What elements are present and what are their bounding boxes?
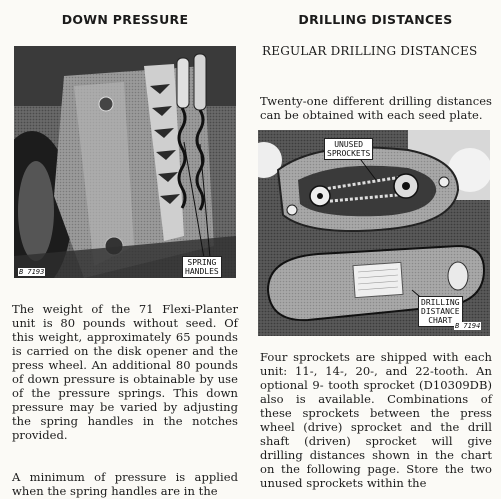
spring-handles-photo — [14, 46, 236, 278]
spring-handles-callout: SPRING HANDLES — [182, 256, 222, 278]
sprockets-photo — [258, 130, 490, 336]
sprockets-paragraph: Four sprockets are shipped with each unit: 11-, 14-, 20-, and 22-tooth. An optional 9- tooth sprocket (D10309DB) also is available. Combinations of these sprockets between the press wheel (drive) sprocket and the drill shaft (driven) sprocket will give drilling distances shown in the chart on the following page. Store the two unused sprockets within the — [260, 350, 492, 490]
figure-number-right: B 7194 — [455, 322, 481, 330]
figure-number-left: B 7193 — [19, 268, 45, 276]
minimum-pressure-paragraph: A minimum of pressure is applied when the spring handles are in the — [12, 470, 238, 498]
spring-handles-photo-art — [14, 46, 236, 278]
drilling-distances-heading: DRILLING DISTANCES — [298, 12, 453, 27]
regular-drilling-distances-subheading: REGULAR DRILLING DISTANCES — [262, 44, 478, 58]
unused-sprockets-callout: UNUSED SPROCKETS — [324, 138, 373, 160]
twenty-one-distances-paragraph: Twenty-one different drilling distances can be obtained with each seed plate. — [260, 94, 492, 122]
down-pressure-heading: DOWN PRESSURE — [61, 12, 189, 27]
drilling-distance-chart-callout: DRILLING DISTANCE CHART — [418, 296, 463, 327]
weight-paragraph: The weight of the 71 Flexi-Planter unit is 80 pounds without seed. Of this weight, approximately 65 pounds is carried on the disk opener and the press wheel. An additional 80 pounds of down pressure is obtainable by use of the pressure springs. This down pressure may be varied by adjusting the spring handles in the notches provided. — [12, 302, 238, 442]
